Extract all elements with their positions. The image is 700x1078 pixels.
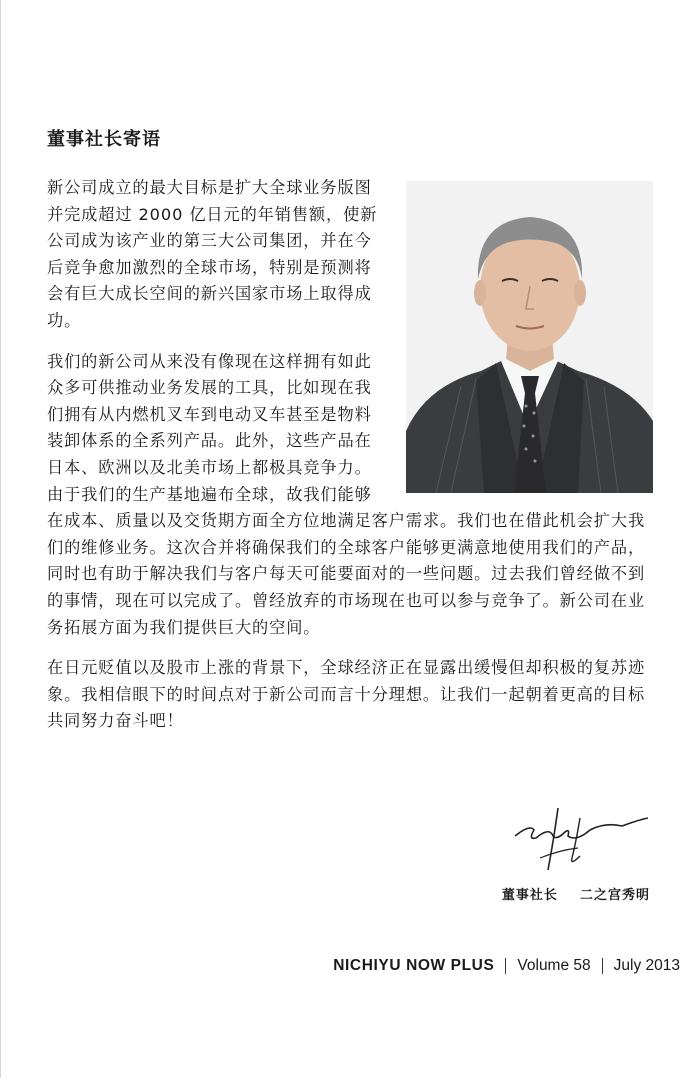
- paragraph-1: 新公司成立的最大目标是扩大全球业务版图并完成超过 2000 亿日元的年销售额，使新公司成为该产业的第三大公司集团，并在今后竞争愈加激烈的全球市场，特别是预测将会有巨大成长空间的新兴国家市场上取得成功。: [47, 178, 378, 330]
- magazine-name: NICHIYU NOW PLUS: [333, 957, 495, 974]
- signer-credit: [502, 884, 650, 903]
- page-edge: [0, 0, 1, 1078]
- footer-divider: [505, 958, 506, 974]
- volume-number: Volume 58: [517, 957, 591, 974]
- signer-title: 董事社长: [501, 888, 558, 903]
- paragraph-2: 我们的新公司从来没有像现在这样拥有如此众多可供推动业务发展的工具，比如现在我们拥有从内燃机叉车到电动叉车甚至是物料装卸体系的全系列产品。此外，这些产品在日本、欧洲以及北美市场上都极具竞争力。由于我们的生产基地遍布全球，故我们能够在成本、质量以及交货期方面全方位地满足客户需求。我们也在借此机会扩大我们的维修业务。这次合并将确保我们的全球客户能够更满意地使用我们的产品，同时也有助于解决我们与客户每天可能要面对的一些问题。过去我们曾经做不到的事情，现在可以完成了。曾经放弃的市场现在也可以参与竞争了。新公司在业务拓展方面为我们提供巨大的空间。: [47, 351, 646, 637]
- handwritten-signature: [510, 798, 655, 878]
- issue-date: July 2013: [613, 957, 680, 974]
- signer-name: 二之宫秀明: [579, 888, 650, 903]
- page-title: 董事社长寄语: [47, 129, 161, 150]
- page-footer: [333, 957, 680, 975]
- footer-divider: [602, 958, 603, 974]
- letter-body: [47, 175, 653, 749]
- president-portrait: [406, 181, 653, 493]
- paragraph-3: 在日元贬值以及股市上涨的背景下，全球经济正在显露出缓慢但却积极的复苏迹象。我相信眼下的时间点对于新公司而言十分理想。让我们一起朝着更高的目标共同努力奋斗吧！: [47, 658, 646, 731]
